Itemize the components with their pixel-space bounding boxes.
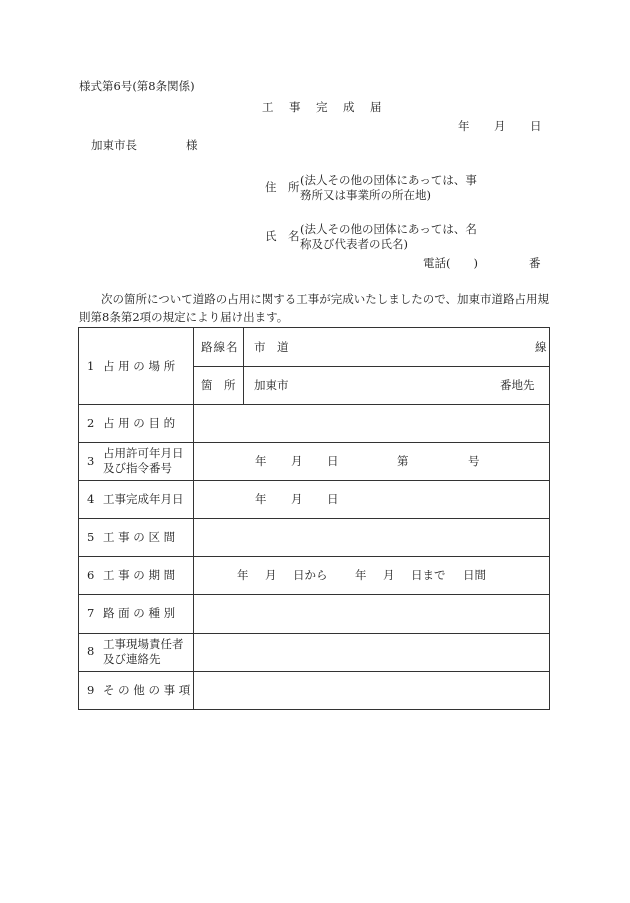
completion-day: 日 xyxy=(327,492,339,506)
row-line xyxy=(79,480,549,481)
phone-suffix: 番 xyxy=(529,256,541,270)
honorific: 様 xyxy=(186,138,198,152)
row-7-number: 7 xyxy=(87,606,95,620)
row-6-label: 工 事 の 期 間 xyxy=(103,568,176,582)
route-suffix: 線 xyxy=(535,340,547,354)
row-line xyxy=(79,594,549,595)
period-to-month: 月 xyxy=(383,568,395,582)
permit-month: 月 xyxy=(291,454,303,468)
permit-dai: 第 xyxy=(397,454,409,468)
permit-year: 年 xyxy=(255,454,267,468)
name-label: 氏 名 xyxy=(265,229,300,243)
row-5-number: 5 xyxy=(87,530,95,544)
row-line xyxy=(79,671,549,672)
period-to-day: 日まで xyxy=(411,568,446,582)
period-days: 日間 xyxy=(463,568,486,582)
form-number: 様式第6号(第8条関係) xyxy=(79,79,195,93)
row-1-number: 1 xyxy=(87,359,95,373)
period-to-year: 年 xyxy=(355,568,367,582)
row-7-label: 路 面 の 種 別 xyxy=(103,606,176,620)
row-line xyxy=(79,556,549,557)
row-8-number: 8 xyxy=(87,644,95,658)
place-label: 箇 所 xyxy=(201,378,236,392)
address-label: 住 所 xyxy=(265,180,300,194)
phone-label: 電話( ) xyxy=(423,256,478,270)
address-note: (法人その他の団体にあっては、事務所又は事業所の所在地) xyxy=(300,173,477,202)
completion-year: 年 xyxy=(255,492,267,506)
name-note: (法人その他の団体にあっては、名称及び代表者の氏名) xyxy=(300,222,477,251)
row-6-number: 6 xyxy=(87,568,95,582)
row-9-label: そ の 他 の 事 項 xyxy=(103,683,191,697)
date-day-label: 日 xyxy=(530,119,542,133)
row-line xyxy=(79,404,549,405)
route-prefix: 市 道 xyxy=(254,340,289,354)
row-3-label: 占用許可年月日及び指令番号 xyxy=(103,446,184,475)
row-5-label: 工 事 の 区 間 xyxy=(103,530,176,544)
row-9-number: 9 xyxy=(87,683,95,697)
row-1-label: 占 用 の 場 所 xyxy=(103,359,176,373)
row-line xyxy=(193,366,549,367)
row-line xyxy=(79,518,549,519)
row-3-number: 3 xyxy=(87,454,95,468)
page-title: 工 事 完 成 届 xyxy=(262,100,384,114)
period-from-day: 日から xyxy=(293,568,328,582)
intro-text: 次の箇所について道路の占用に関する工事が完成いたしましたので、加東市道路占用規則第8条第2項の規定により届け出ます。 xyxy=(79,292,550,324)
row-line xyxy=(79,442,549,443)
route-name-label: 路線名 xyxy=(201,340,239,354)
row-4-label: 工事完成年月日 xyxy=(103,492,184,506)
date-month-label: 月 xyxy=(494,119,506,133)
form-table xyxy=(78,327,550,710)
place-suffix: 番地先 xyxy=(500,378,535,392)
permit-day: 日 xyxy=(327,454,339,468)
row-2-number: 2 xyxy=(87,416,95,430)
completion-month: 月 xyxy=(291,492,303,506)
period-from-year: 年 xyxy=(237,568,249,582)
row-8-label: 工事現場責任者及び連絡先 xyxy=(103,637,184,666)
date-year-label: 年 xyxy=(458,119,470,133)
row-4-number: 4 xyxy=(87,492,95,506)
permit-go: 号 xyxy=(468,454,480,468)
row-2-label: 占 用 の 目 的 xyxy=(103,416,176,430)
addressee: 加東市長 xyxy=(91,138,137,152)
place-prefix: 加東市 xyxy=(254,378,289,392)
period-from-month: 月 xyxy=(265,568,277,582)
row-line xyxy=(79,633,549,634)
